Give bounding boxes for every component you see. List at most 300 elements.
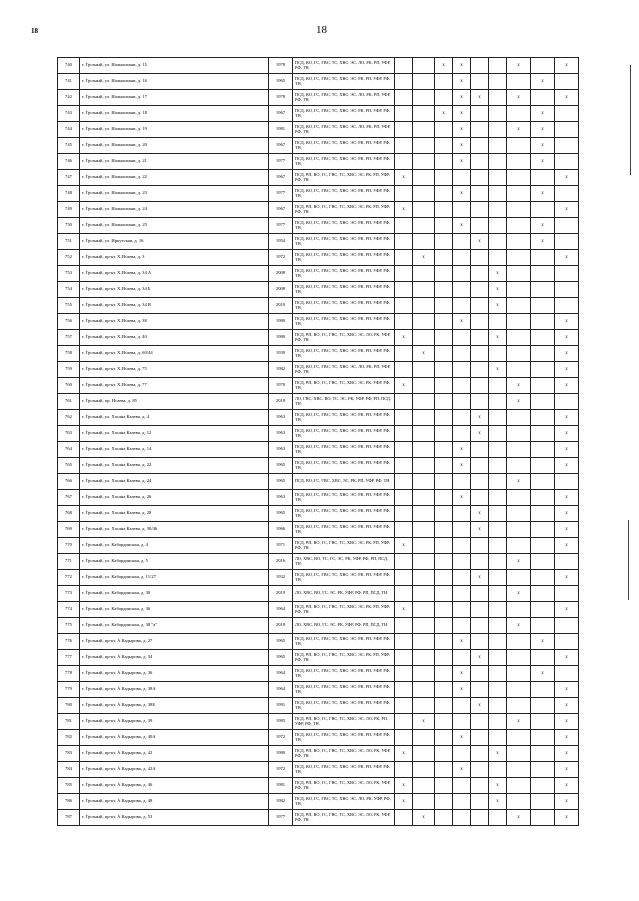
row-number: 761 bbox=[58, 394, 80, 410]
period-mark-cell bbox=[489, 474, 507, 490]
period-mark-cell: x bbox=[453, 442, 471, 458]
period-mark-cell: x bbox=[453, 490, 471, 506]
year-cell: 2018 bbox=[269, 394, 293, 410]
period-mark-cell bbox=[507, 410, 531, 426]
period-mark-cell: x bbox=[555, 362, 579, 378]
table-row bbox=[58, 634, 579, 650]
period-mark-cell bbox=[435, 186, 453, 202]
period-mark-cell bbox=[507, 506, 531, 522]
period-mark-cell: x bbox=[395, 746, 413, 762]
period-mark-cell bbox=[453, 378, 471, 394]
works-cell: ПСД, ВО, ГС, ГВС, ТС, ХВС, ЭС, РК, РП, УФР, РФ, ТН. bbox=[293, 74, 395, 90]
period-mark-cell bbox=[471, 122, 489, 138]
period-mark-cell bbox=[435, 666, 453, 682]
period-mark-cell bbox=[413, 442, 435, 458]
period-mark-cell bbox=[507, 458, 531, 474]
row-number: 740 bbox=[58, 58, 80, 74]
period-mark-cell bbox=[531, 650, 555, 666]
period-mark-cell bbox=[471, 250, 489, 266]
address-cell: г. Грозный, пр-кт. Х.Исаева, д. 60/44 bbox=[80, 346, 269, 362]
period-mark-cell bbox=[435, 122, 453, 138]
row-number: 753 bbox=[58, 266, 80, 282]
row-number: 756 bbox=[58, 314, 80, 330]
works-cell: ПСД, ВО, ГС, ГВС, ТС, ХВС, ЭС, РК, РП, УФР, РФ, ТН. bbox=[293, 698, 395, 714]
corner-page-number: 18 bbox=[31, 27, 38, 35]
period-mark-cell bbox=[395, 458, 413, 474]
works-cell: ПСД, РП, ВО, ГС, ГВС, ТС, ХВС, ЭС, ЛО, РК, РП, УФР, РФ, ТН. bbox=[293, 714, 395, 730]
works-cell: ПСД, РП, ВО, ГС, ГВС, ТС, ХВС, ЭС, РК, РП, УФР, РФ, ТН. bbox=[293, 650, 395, 666]
period-mark-cell bbox=[507, 282, 531, 298]
row-number: 781 bbox=[58, 714, 80, 730]
year-cell: 1978 bbox=[269, 90, 293, 106]
table-row bbox=[58, 458, 579, 474]
year-cell: 1965 bbox=[269, 458, 293, 474]
period-mark-cell bbox=[395, 138, 413, 154]
period-mark-cell: x bbox=[489, 778, 507, 794]
period-mark-cell bbox=[395, 714, 413, 730]
period-mark-cell bbox=[435, 170, 453, 186]
period-mark-cell bbox=[489, 154, 507, 170]
period-mark-cell bbox=[453, 362, 471, 378]
period-mark-cell: x bbox=[435, 106, 453, 122]
works-cell: ПСД, ВО, ГС, ГВС, ТС, ХВС, ЭС, РК, РП, УФР, РФ, ТН. bbox=[293, 570, 395, 586]
period-mark-cell bbox=[489, 138, 507, 154]
row-number: 758 bbox=[58, 346, 80, 362]
period-mark-cell bbox=[413, 698, 435, 714]
period-mark-cell bbox=[413, 682, 435, 698]
period-mark-cell: x bbox=[555, 314, 579, 330]
period-mark-cell bbox=[453, 618, 471, 634]
period-mark-cell bbox=[395, 234, 413, 250]
works-cell: ПСД, ВО, ГС, ГВС, ТС, ХВС, ЭС, РК, РП, УФР, РФ, ТН. bbox=[293, 154, 395, 170]
period-mark-cell bbox=[507, 186, 531, 202]
period-mark-cell bbox=[489, 634, 507, 650]
period-mark-cell: x bbox=[531, 186, 555, 202]
period-mark-cell bbox=[555, 474, 579, 490]
period-mark-cell bbox=[507, 522, 531, 538]
works-cell: ПСД, ВО, ГС, ГВС, ТС, ХВС, ЭС, ЛО, РК, РП, УФР, РФ, ТН. bbox=[293, 58, 395, 74]
period-mark-cell: x bbox=[395, 330, 413, 346]
works-cell: ПСД, ВО, ГС, ГВС, ХВС, ЭС, РК, РП, УФР, РФ, ТН. bbox=[293, 474, 395, 490]
year-cell: 2019 bbox=[269, 586, 293, 602]
period-mark-cell bbox=[489, 698, 507, 714]
table-row bbox=[58, 218, 579, 234]
period-mark-cell bbox=[395, 90, 413, 106]
period-mark-cell bbox=[531, 442, 555, 458]
period-mark-cell bbox=[507, 250, 531, 266]
period-mark-cell bbox=[531, 458, 555, 474]
works-cell: ПСД, ВО, ГС, ГВС, ТС, ХВС, ЭС, РК, РП, УФР, РФ, ТН. bbox=[293, 490, 395, 506]
address-cell: г. Грозный, пр-кт. А.Кадырова, д. 39 bbox=[80, 714, 269, 730]
address-cell: г. Грозный, ул. Иоанисиани, д. 23 bbox=[80, 186, 269, 202]
period-mark-cell bbox=[555, 282, 579, 298]
period-mark-cell bbox=[413, 266, 435, 282]
period-mark-cell bbox=[489, 810, 507, 826]
period-mark-cell bbox=[395, 410, 413, 426]
period-mark-cell: x bbox=[555, 442, 579, 458]
table-row bbox=[58, 506, 579, 522]
year-cell: 1967 bbox=[269, 170, 293, 186]
year-cell: 1980 bbox=[269, 746, 293, 762]
table-row bbox=[58, 346, 579, 362]
year-cell: 1964 bbox=[269, 682, 293, 698]
table-row bbox=[58, 666, 579, 682]
address-cell: г. Грозный, пр-кт. А.Кадырова, д. 36 bbox=[80, 666, 269, 682]
period-mark-cell: x bbox=[555, 250, 579, 266]
period-mark-cell bbox=[507, 426, 531, 442]
period-mark-cell bbox=[489, 570, 507, 586]
period-mark-cell: x bbox=[555, 602, 579, 618]
period-mark-cell bbox=[435, 746, 453, 762]
period-mark-cell bbox=[531, 250, 555, 266]
row-number: 766 bbox=[58, 474, 80, 490]
period-mark-cell: x bbox=[489, 794, 507, 810]
period-mark-cell bbox=[395, 362, 413, 378]
works-cell: ПСД, ВО, ГС, ГВС, ТС, ХВС, ЭС, РК, РП, УФР, РФ, ТН. bbox=[293, 346, 395, 362]
period-mark-cell bbox=[531, 362, 555, 378]
period-mark-cell bbox=[531, 570, 555, 586]
works-cell: ПСД, ВО, ГС, ГВС, ТС, ХВС, ЭС, РК, РП, УФР, РФ, ТН. bbox=[293, 522, 395, 538]
period-mark-cell bbox=[413, 602, 435, 618]
period-mark-cell bbox=[471, 282, 489, 298]
works-cell: ПСД, ВО, ГС, ГВС, ТС, ХВС, ЭС, РК, РП, УФР, РФ, ТН. bbox=[293, 186, 395, 202]
period-mark-cell: x bbox=[555, 506, 579, 522]
works-cell: ПСД, РП, ВО, ГС, ГВС, ТС, ХВС, ЭС, РК, РП, УФР, РФ, ТН. bbox=[293, 202, 395, 218]
period-mark-cell bbox=[507, 682, 531, 698]
address-cell: г. Грозный, ул. Иоанисиани, д. 18 bbox=[80, 106, 269, 122]
address-cell: г. Грозный, ул. Хасана Кааева, д. 26 bbox=[80, 490, 269, 506]
address-cell: г. Грозный, пр-кт. А.Кадырова, д. 38А bbox=[80, 682, 269, 698]
row-number: 754 bbox=[58, 282, 80, 298]
year-cell: 2016 bbox=[269, 554, 293, 570]
period-mark-cell: x bbox=[489, 330, 507, 346]
period-mark-cell: x bbox=[555, 346, 579, 362]
period-mark-cell bbox=[489, 58, 507, 74]
period-mark-cell: x bbox=[453, 762, 471, 778]
period-mark-cell bbox=[435, 234, 453, 250]
period-mark-cell bbox=[489, 586, 507, 602]
address-cell: г. Грозный, ул. Хасана Кааева, д. 12 bbox=[80, 426, 269, 442]
period-mark-cell bbox=[413, 282, 435, 298]
period-mark-cell bbox=[531, 762, 555, 778]
works-cell: ПСД, РП, ВО, ГС, ГВС, ТС, ХВС, ЭС, ЛО, РК, УФР, РФ, ТН. bbox=[293, 746, 395, 762]
address-cell: г. Грозный, ул. Хасана Кааева, д. 28 bbox=[80, 506, 269, 522]
row-number: 764 bbox=[58, 442, 80, 458]
period-mark-cell bbox=[413, 730, 435, 746]
period-mark-cell bbox=[435, 490, 453, 506]
period-mark-cell bbox=[531, 298, 555, 314]
period-mark-cell bbox=[489, 602, 507, 618]
period-mark-cell: x bbox=[395, 602, 413, 618]
period-mark-cell bbox=[413, 506, 435, 522]
period-mark-cell bbox=[435, 154, 453, 170]
works-cell: ПСД, ВО, ГС, ГВС, ТС, ХВС, ЭС, ЛО, РК, РП, УФР, РФ, ТН. bbox=[293, 362, 395, 378]
address-cell: г. Грозный, пр-кт. Х.Исаева, д. 34 Б bbox=[80, 282, 269, 298]
period-mark-cell bbox=[453, 330, 471, 346]
row-number: 741 bbox=[58, 74, 80, 90]
works-cell: ЛО, ХВС, ВО, ГС, ЭС, РК, УФР, РФ, РП, ПСД, ТН. bbox=[293, 618, 395, 634]
period-mark-cell bbox=[471, 314, 489, 330]
year-cell: 2008 bbox=[269, 266, 293, 282]
period-mark-cell: x bbox=[489, 298, 507, 314]
period-mark-cell: x bbox=[453, 666, 471, 682]
period-mark-cell bbox=[413, 58, 435, 74]
period-mark-cell bbox=[471, 778, 489, 794]
year-cell: 1967 bbox=[269, 106, 293, 122]
address-cell: г. Грозный, пр-кт. А.Кадырова, д. 48 bbox=[80, 794, 269, 810]
period-mark-cell: x bbox=[531, 218, 555, 234]
table-row bbox=[58, 298, 579, 314]
row-number: 755 bbox=[58, 298, 80, 314]
period-mark-cell bbox=[471, 202, 489, 218]
period-mark-cell: x bbox=[507, 122, 531, 138]
period-mark-cell bbox=[435, 410, 453, 426]
works-cell: ПСД, РП, ВО, ГС, ГВС, ТС, ХВС, ЭС, ЛО, РК, УФР, РФ, ТН. bbox=[293, 810, 395, 826]
period-mark-cell bbox=[435, 506, 453, 522]
row-number: 750 bbox=[58, 218, 80, 234]
period-mark-cell bbox=[395, 522, 413, 538]
year-cell: 1980 bbox=[269, 314, 293, 330]
row-number: 749 bbox=[58, 202, 80, 218]
period-mark-cell bbox=[395, 650, 413, 666]
period-mark-cell bbox=[489, 90, 507, 106]
period-mark-cell bbox=[471, 298, 489, 314]
period-mark-cell bbox=[435, 698, 453, 714]
period-mark-cell: x bbox=[555, 522, 579, 538]
year-cell: 1982 bbox=[269, 794, 293, 810]
period-mark-cell bbox=[453, 810, 471, 826]
row-number: 762 bbox=[58, 410, 80, 426]
year-cell: 1977 bbox=[269, 186, 293, 202]
period-mark-cell bbox=[531, 746, 555, 762]
period-mark-cell bbox=[453, 714, 471, 730]
period-mark-cell bbox=[413, 586, 435, 602]
year-cell: 1980 bbox=[269, 330, 293, 346]
period-mark-cell bbox=[471, 106, 489, 122]
period-mark-cell bbox=[531, 490, 555, 506]
address-cell: г. Грозный, пр-кт. Х.Исаева, д. 75 bbox=[80, 362, 269, 378]
works-cell: ПСД, ВО, ГС, ГВС, ТС, ХВС, ЭС, РК, РП, УФР, РФ, ТН. bbox=[293, 682, 395, 698]
period-mark-cell: x bbox=[531, 634, 555, 650]
period-mark-cell bbox=[395, 698, 413, 714]
row-number: 773 bbox=[58, 586, 80, 602]
year-cell: 1964 bbox=[269, 666, 293, 682]
table-row bbox=[58, 746, 579, 762]
period-mark-cell: x bbox=[453, 682, 471, 698]
period-mark-cell bbox=[453, 410, 471, 426]
table-row bbox=[58, 682, 579, 698]
period-mark-cell: x bbox=[471, 234, 489, 250]
works-cell: ПСД, РП, ВО, ГС, ГВС, ТС, ХВС, ЭС, ЛО, РК, УФР, РФ, ТН. bbox=[293, 330, 395, 346]
works-cell: ЛО, ХВС, ВО, ТС, ГС, ЭС, РК, УФР, РФ, РП, ПСД, ТН. bbox=[293, 554, 395, 570]
period-mark-cell bbox=[507, 538, 531, 554]
period-mark-cell bbox=[531, 554, 555, 570]
period-mark-cell: x bbox=[555, 650, 579, 666]
table-row bbox=[58, 106, 579, 122]
period-mark-cell bbox=[489, 250, 507, 266]
period-mark-cell bbox=[413, 538, 435, 554]
period-mark-cell: x bbox=[531, 74, 555, 90]
period-mark-cell bbox=[413, 410, 435, 426]
table-row bbox=[58, 122, 579, 138]
period-mark-cell bbox=[531, 58, 555, 74]
year-cell: 1981 bbox=[269, 122, 293, 138]
period-mark-cell bbox=[435, 474, 453, 490]
address-cell: г. Грозный, ул. Кабардинская, д. 36 bbox=[80, 602, 269, 618]
period-mark-cell bbox=[489, 442, 507, 458]
year-cell: 1972 bbox=[269, 250, 293, 266]
period-mark-cell bbox=[489, 762, 507, 778]
works-cell: ПСД, ВО, ГС, ГВС, ТС, ХВС, ЭС, РК, РП, УФР, РФ, ТН. bbox=[293, 138, 395, 154]
period-mark-cell bbox=[531, 538, 555, 554]
works-cell: ПСД, ВО, ГС, ГВС, ТС, ХВС, ЭС, РК, РП, УФР, РФ, ТН. bbox=[293, 250, 395, 266]
year-cell: 2008 bbox=[269, 282, 293, 298]
period-mark-cell bbox=[507, 170, 531, 186]
period-mark-cell bbox=[507, 746, 531, 762]
period-mark-cell bbox=[395, 554, 413, 570]
period-mark-cell bbox=[395, 474, 413, 490]
period-mark-cell: x bbox=[507, 474, 531, 490]
period-mark-cell: x bbox=[453, 122, 471, 138]
period-mark-cell bbox=[555, 634, 579, 650]
period-mark-cell bbox=[489, 426, 507, 442]
row-number: 770 bbox=[58, 538, 80, 554]
works-cell: ПСД, ВО, ГС, ГВС, ТС, ХВС, ЭС, РК, РП, УФР, РФ, ТН. bbox=[293, 282, 395, 298]
year-cell: 1967 bbox=[269, 138, 293, 154]
year-cell: 1972 bbox=[269, 762, 293, 778]
period-mark-cell bbox=[489, 650, 507, 666]
row-number: 785 bbox=[58, 778, 80, 794]
period-mark-cell bbox=[507, 602, 531, 618]
year-cell: 1977 bbox=[269, 154, 293, 170]
table-row bbox=[58, 602, 579, 618]
period-mark-cell: x bbox=[531, 138, 555, 154]
year-cell: 1964 bbox=[269, 602, 293, 618]
works-cell: ПСД, ВО, ГС, ГВС, ТС, ХВС, ЭС, РК, РП, УФР, РФ, ТН. bbox=[293, 234, 395, 250]
period-mark-cell bbox=[555, 154, 579, 170]
period-mark-cell bbox=[489, 506, 507, 522]
period-mark-cell bbox=[435, 538, 453, 554]
period-mark-cell bbox=[531, 602, 555, 618]
period-mark-cell bbox=[395, 618, 413, 634]
period-mark-cell bbox=[395, 394, 413, 410]
period-mark-cell: x bbox=[489, 362, 507, 378]
period-mark-cell bbox=[471, 730, 489, 746]
period-mark-cell bbox=[531, 618, 555, 634]
period-mark-cell: x bbox=[489, 266, 507, 282]
period-mark-cell: x bbox=[395, 778, 413, 794]
period-mark-cell bbox=[435, 250, 453, 266]
period-mark-cell bbox=[435, 298, 453, 314]
row-number: 778 bbox=[58, 666, 80, 682]
period-mark-cell bbox=[507, 362, 531, 378]
period-mark-cell bbox=[471, 762, 489, 778]
period-mark-cell bbox=[489, 234, 507, 250]
period-mark-cell bbox=[471, 666, 489, 682]
period-mark-cell bbox=[531, 698, 555, 714]
works-cell: ПСД, ВО, ГС, ГВС, ТС, ХВС, ЭС, ЛО, РК, РП, УФР, РФ, ТН. bbox=[293, 122, 395, 138]
period-mark-cell bbox=[435, 330, 453, 346]
period-mark-cell bbox=[435, 714, 453, 730]
period-mark-cell bbox=[395, 506, 413, 522]
period-mark-cell bbox=[435, 394, 453, 410]
period-mark-cell bbox=[435, 90, 453, 106]
period-mark-cell: x bbox=[555, 330, 579, 346]
period-mark-cell bbox=[507, 138, 531, 154]
period-mark-cell bbox=[453, 586, 471, 602]
address-cell: г. Грозный, пр-кт. Х.Исаева, д. 38 bbox=[80, 314, 269, 330]
row-number: 765 bbox=[58, 458, 80, 474]
row-number: 763 bbox=[58, 426, 80, 442]
row-number: 787 bbox=[58, 810, 80, 826]
period-mark-cell: x bbox=[453, 154, 471, 170]
period-mark-cell bbox=[395, 634, 413, 650]
period-mark-cell bbox=[531, 330, 555, 346]
year-cell: 1965 bbox=[269, 474, 293, 490]
address-cell: г. Грозный, ул. Иоанисиани, д. 21 bbox=[80, 154, 269, 170]
period-mark-cell bbox=[489, 522, 507, 538]
period-mark-cell bbox=[413, 490, 435, 506]
period-mark-cell bbox=[555, 106, 579, 122]
period-mark-cell bbox=[453, 250, 471, 266]
period-mark-cell bbox=[395, 346, 413, 362]
period-mark-cell bbox=[531, 810, 555, 826]
period-mark-cell bbox=[507, 490, 531, 506]
period-mark-cell: x bbox=[489, 746, 507, 762]
period-mark-cell: x bbox=[395, 378, 413, 394]
period-mark-cell bbox=[413, 298, 435, 314]
period-mark-cell: x bbox=[531, 154, 555, 170]
period-mark-cell bbox=[531, 682, 555, 698]
row-number: 744 bbox=[58, 122, 80, 138]
table-row bbox=[58, 730, 579, 746]
works-cell: ПСД, ВО, ГС, ГВС, ТС, ХВС, ЭС, РК, РП, УФР, РФ, ТН. bbox=[293, 218, 395, 234]
period-mark-cell bbox=[489, 730, 507, 746]
table-row bbox=[58, 234, 579, 250]
period-mark-cell bbox=[413, 778, 435, 794]
period-mark-cell bbox=[555, 74, 579, 90]
period-mark-cell bbox=[471, 746, 489, 762]
period-mark-cell: x bbox=[471, 506, 489, 522]
period-mark-cell bbox=[435, 730, 453, 746]
period-mark-cell: x bbox=[395, 794, 413, 810]
row-number: 786 bbox=[58, 794, 80, 810]
period-mark-cell bbox=[489, 202, 507, 218]
period-mark-cell bbox=[453, 602, 471, 618]
period-mark-cell bbox=[531, 426, 555, 442]
table-row bbox=[58, 362, 579, 378]
table-row bbox=[58, 138, 579, 154]
row-number: 742 bbox=[58, 90, 80, 106]
period-mark-cell bbox=[435, 682, 453, 698]
period-mark-cell bbox=[395, 106, 413, 122]
works-cell: ЛО, ГВС, ХВС, ВО, ТС, ЭС, РК, УФР, РФ, РП, ПСД, ТН. bbox=[293, 394, 395, 410]
period-mark-cell: x bbox=[555, 570, 579, 586]
address-cell: г. Грозный, пр-кт. Х.Исаева, д. 77 bbox=[80, 378, 269, 394]
table-row bbox=[58, 650, 579, 666]
table-row bbox=[58, 810, 579, 826]
period-mark-cell bbox=[489, 170, 507, 186]
period-mark-cell: x bbox=[453, 218, 471, 234]
works-cell: ПСД, РП, ВО, ГС, ГВС, ТС, ХВС, ЭС, РК, УФР, РФ, ТН. bbox=[293, 378, 395, 394]
year-cell: 1985 bbox=[269, 714, 293, 730]
period-mark-cell bbox=[555, 618, 579, 634]
period-mark-cell bbox=[413, 314, 435, 330]
address-cell: г. Грозный, пр-кт. А.Кадырова, д. 27 bbox=[80, 634, 269, 650]
period-mark-cell bbox=[489, 122, 507, 138]
year-cell: 1965 bbox=[269, 506, 293, 522]
works-cell: ПСД, ВО, ГС, ГВС, ТС, ХВС, ЭС, ЛО, РК, УФР, РФ, ТН. bbox=[293, 794, 395, 810]
